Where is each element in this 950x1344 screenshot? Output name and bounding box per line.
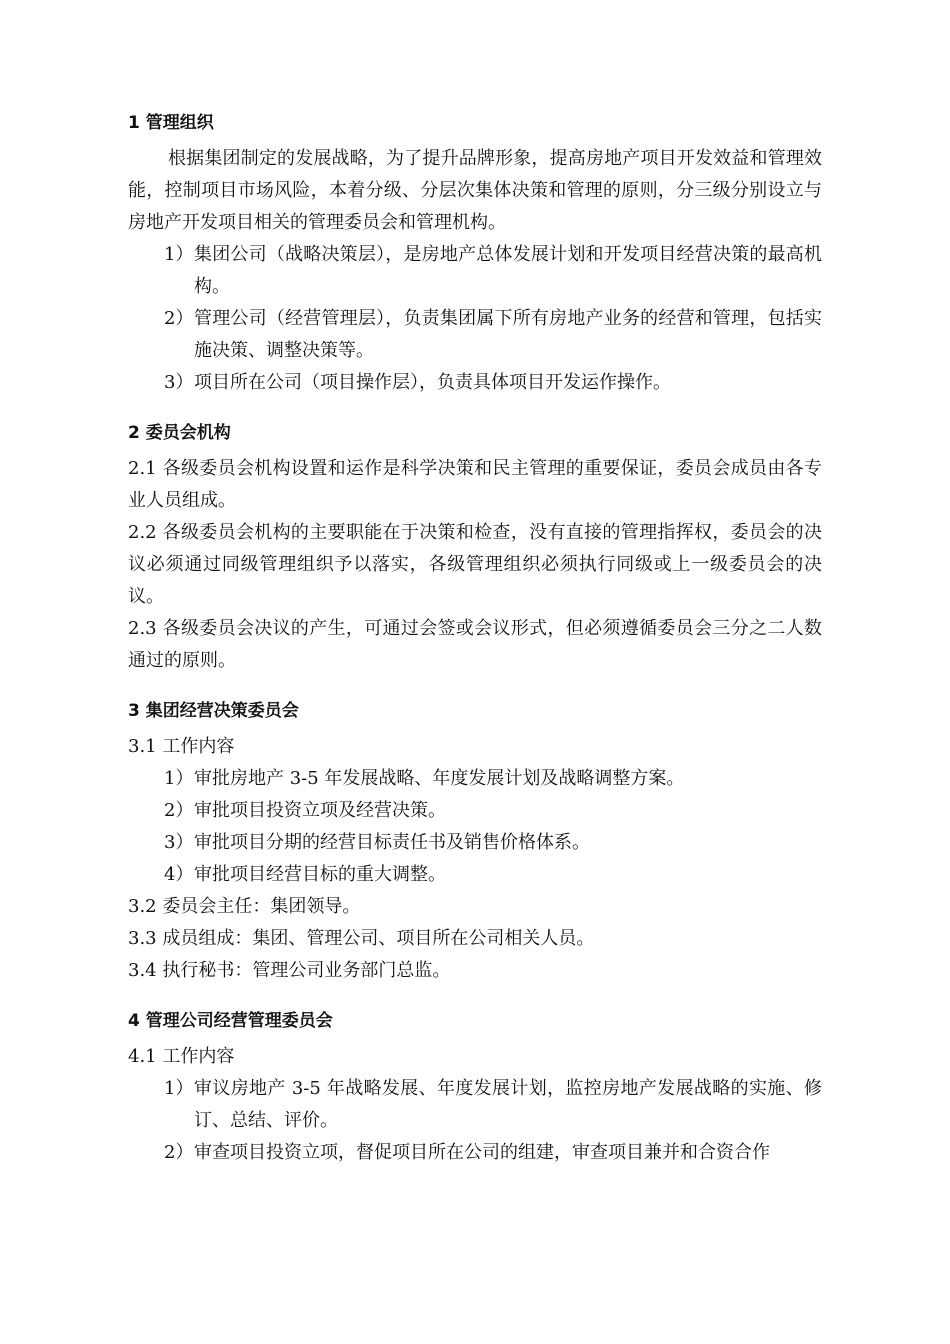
list-text: 审批项目分期的经营目标责任书及销售价格体系。 [194,832,590,853]
clause-4-1: 4.1 工作内容 [128,1046,235,1067]
section-4-heading: 4 管理公司经营管理委员会 [128,1011,333,1031]
section-1-heading: 1 管理组织 [128,113,214,133]
list-item [128,367,822,399]
list-text: 审批项目经营目标的重大调整。 [194,864,446,885]
section-management-organization [128,107,822,399]
list-number: 3） [164,372,194,393]
list-item [128,1137,822,1169]
section-committee-bodies [128,417,822,677]
list-item [128,795,822,827]
list-text: 管理公司（经营管理层），负责集团属下所有房地产业务的经营和管理，包括实施决策、调整决策等。 [194,308,822,361]
list-number: 1） [164,768,194,789]
section-3-heading: 3 集团经营决策委员会 [128,701,299,721]
list-text: 项目所在公司（项目操作层），负责具体项目开发运作操作。 [194,372,671,393]
list-number: 2） [164,800,194,821]
list-item [128,239,822,303]
clause-2-2: 2.2 各级委员会机构的主要职能在于决策和检查，没有直接的管理指挥权，委员会的决议必须通过同级管理组织予以落实，各级管理组织必须执行同级或上一级委员会的决议。 [128,522,822,607]
list-number: 4） [164,864,194,885]
section-management-company-committee [128,1005,822,1169]
list-number: 3） [164,832,194,853]
list-text: 审批房地产 3-5 年发展战略、年度发展计划及战略调整方案。 [194,768,685,789]
list-number: 1） [164,244,194,265]
section-1-intro: 根据集团制定的发展战略，为了提升品牌形象，提高房地产项目开发效益和管理效能，控制项目市场风险，本着分级、分层次集体决策和管理的原则，分三级分别设立与房地产开发项目相关的管理委员会和管理机构。 [128,148,822,233]
list-number: 2） [164,1142,194,1163]
clause-3-3: 3.3 成员组成：集团、管理公司、项目所在公司相关人员。 [128,928,595,949]
list-number: 2） [164,308,194,329]
section-group-decision-committee [128,695,822,987]
clause-2-1: 2.1 各级委员会机构设置和运作是科学决策和民主管理的重要保证，委员会成员由各专业人员组成。 [128,458,822,511]
list-item [128,827,822,859]
clause-3-1: 3.1 工作内容 [128,736,235,757]
list-item [128,303,822,367]
section-2-heading: 2 委员会机构 [128,423,231,443]
list-item [128,763,822,795]
clause-3-2: 3.2 委员会主任：集团领导。 [128,896,361,917]
list-text: 审议房地产 3-5 年战略发展、年度发展计划，监控房地产发展战略的实施、修订、总结、评价。 [194,1078,822,1131]
list-item [128,859,822,891]
list-text: 审查项目投资立项，督促项目所在公司的组建，审查项目兼并和合资合作 [194,1142,770,1163]
list-item [128,1073,822,1137]
list-text: 审批项目投资立项及经营决策。 [194,800,446,821]
list-number: 1） [164,1078,194,1099]
clause-3-4: 3.4 执行秘书：管理公司业务部门总监。 [128,960,451,981]
clause-2-3: 2.3 各级委员会决议的产生，可通过会签或会议形式，但必须遵循委员会三分之二人数通过的原则。 [128,618,822,671]
list-text: 集团公司（战略决策层），是房地产总体发展计划和开发项目经营决策的最高机构。 [194,244,822,297]
